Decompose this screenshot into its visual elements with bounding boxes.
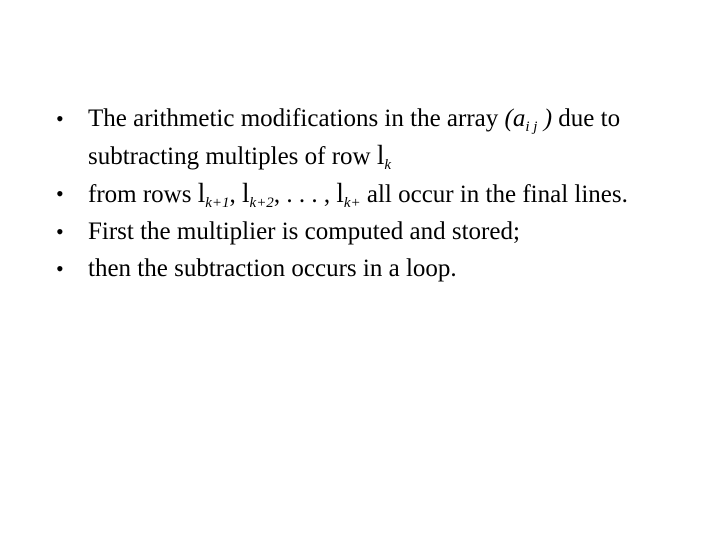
text-segment: The arithmetic modifications in the array bbox=[88, 105, 505, 132]
math-subscript: i j bbox=[525, 119, 538, 135]
math-open: (a bbox=[504, 105, 526, 132]
array-expression bbox=[504, 105, 553, 135]
math-subscript: k+1 bbox=[205, 195, 230, 211]
math-subscript: k+2 bbox=[249, 195, 274, 211]
bullet-marker: • bbox=[56, 181, 64, 206]
bullet-item-2 bbox=[56, 175, 676, 213]
bullet-item-1 bbox=[56, 100, 676, 175]
bullet-text bbox=[88, 105, 621, 173]
math-subscript: k+ bbox=[343, 195, 361, 211]
bullet-item-4 bbox=[56, 250, 676, 287]
text-segment: due to subtracting multiples of row bbox=[88, 105, 621, 170]
text-segment: , bbox=[229, 181, 243, 208]
text-segment: from rows bbox=[88, 181, 198, 208]
bullet-marker: • bbox=[56, 219, 64, 244]
math-variable: l bbox=[336, 178, 344, 208]
bullet-text: then the subtraction occurs in a loop. bbox=[88, 255, 457, 282]
math-variable: l bbox=[242, 178, 250, 208]
math-variable: l bbox=[376, 140, 385, 170]
bullet-item-3 bbox=[56, 213, 676, 250]
bullet-marker: • bbox=[56, 106, 64, 131]
math-close: ) bbox=[537, 105, 553, 132]
bullet-list bbox=[56, 100, 676, 287]
math-subscript: k bbox=[384, 157, 392, 173]
bullet-marker: • bbox=[56, 256, 64, 281]
bullet-text bbox=[88, 178, 628, 211]
bullet-text: First the multiplier is computed and stored; bbox=[88, 218, 520, 245]
text-segment: all occur in the final lines. bbox=[360, 181, 628, 208]
text-segment: , . . . , bbox=[273, 181, 337, 208]
math-variable: l bbox=[197, 178, 206, 208]
